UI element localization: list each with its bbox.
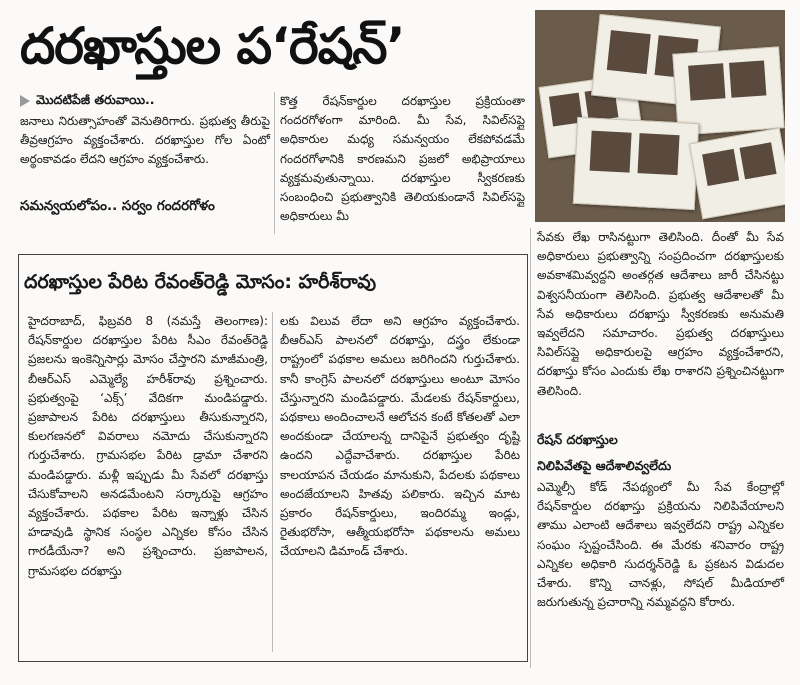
right-column-top-text: సేవకు లేఖ రాసినట్టుగా తెలిసింది. దీంతో మీ సేవ అధికారులు ప్రభుత్వాన్ని సంప్రదించగా దరఖాస్తులకు అవకాశమివ్వద్దని అంతర్గత ఆదేశాలు జారీ చేసినట్టు విశ్వసనీయంగా తెలిసింది. ప్రభుత్వ ఆదేశాలతో మీ సేవ అధికారులు దరఖాస్తు స్వీకరణకు అనుమతి ఇవ్వలేదని సమాచారం. ప్రభుత్వ దరఖాస్తులు సివిల్‌సప్లై అధికారులపై ఆగ్రహం వ్యక్తంచేశారని, దరఖాస్తు కోసం ఎందుకు లేఖ రాశారని ప్రశ్నించినట్టుగా తెలిసింది. xyxy=(537,230,784,398)
bullet-arrow-icon xyxy=(20,95,30,107)
right-subheading-line-2: నిలిపివేతపై ఆదేశాలివ్వలేదు xyxy=(537,458,672,473)
intro-column-2-text: కొత్త రేషన్‌కార్డుల దరఖాస్తుల ప్రక్రియంతా గందరగోళంగా మారింది. మీ సేవ, సివిల్‌సప్లై అధికారుల మధ్య సమన్వయం లేకపోవడమే గందరగోళానికి కారణమని ప్రజలో అభిప్రాయాలు వ్యక్తమవుతున్నాయి. దరఖాస్తుల స్వీకరణకు సంబంధించి ప్రభుత్వానికి తెలియకుండానే సివిల్‌సప్లై అధికారులు మీ xyxy=(280,94,525,224)
headline: దరఖాస్తుల ప‘రేషన్’ xyxy=(20,17,405,75)
right-column-top xyxy=(537,228,784,401)
kicker-text: మొదటిపేజీ తరువాయి.. xyxy=(36,92,155,107)
intro-column-2 xyxy=(280,92,525,226)
subheading: సమన్వయలోపం.. సర్వం గందరగోళం xyxy=(20,198,215,214)
sidebar-story-column-1-text: హైదరాబాద్, ఫిబ్రవరి 8 (నమస్తే తెలంగాణ): రేషన్‌కార్డుల దరఖాస్తుల పేరిట సీఎం రేవంత్‌రెడ్డి ప్రజలను ఇంకెన్నిసార్లు మోసం చేస్తారని మాజీమంత్రి, బీఆర్‌ఎస్ ఎమ్మెల్యే హరీశ్‌రావు ప్రశ్నించారు. ప్రభుత్వంపై ‘ఎక్స్’ వేదికగా మండిపడ్డారు. ప్రజాపాలన పేరిట దరఖాస్తులు తీసుకున్నారని, కులగణనలో వివరాలు నమోదు చేసుకున్నారని గుర్తుచేశారు. గ్రామసభల పేరిట డ్రామా చేశారని మండిపడ్డారు. మళ్లీ ఇప్పుడు మీ సేవలో దరఖాస్తు చేసుకోవాలని అనడమేంటని సర్కారుపై ఆగ్రహం వ్యక్తంచేశారు. పథకాల పేరిట ఇన్నాళ్లు చేసిన హడావుడి స్థానిక సంస్థల ఎన్నికల కోసం చేసిన గారడీయేనా? అని ప్రశ్నించారు. ప్రజాపాలన, గ్రామసభల దరఖాస్తు xyxy=(28,314,268,578)
intro-column-1 xyxy=(20,112,270,170)
right-column-divider xyxy=(530,228,531,668)
ration-cards-photo xyxy=(535,10,785,222)
sidebar-story-column-2-text: లకు విలువ లేదా అని ఆగ్రహం వ్యక్తంచేశారు. బీఆర్‌ఎస్ పాలనలో దరఖాస్తు, దస్త్రం లేకుండా రాష్ట్రంలో పథకాల అమలు జరిగిందని గుర్తుచేశారు. కానీ కాంగ్రెస్ పాలనలో దరఖాస్తులు అంటూ మోసం చేస్తున్నారని మండిపడ్డారు. మేడలకు రేషన్‌కార్డులు, పథకాలు అందించాలనే ఆలోచన కంటే కోతలతో ఎలా అందకుండా చేయాలన్న దానిపైనే ప్రభుత్వం దృష్టి ఉందని ఎద్దేవాచేశారు. దరఖాస్తుల పేరిట కాలయాపన చేయడం మానుకుని, పేదలకు పథకాలు అందజేయాలని హితవు పలికారు. ఇచ్చిన మాట ప్రకారం రేషన్‌కార్డులు, ఇందిరమ్మ ఇండ్లు, రైతుభరోసా, ఆత్మీయభరోసా పథకాలను అమలు చేయాలని డిమాండ్ చేశారు. xyxy=(280,314,520,559)
sidebar-story-column-1 xyxy=(28,312,268,581)
sidebar-story-column-2 xyxy=(280,312,520,562)
right-column-bottom xyxy=(537,478,784,612)
intro-column-1-text: జనాలు నిరుత్సాహంతో వెనుతిరిగారు. ప్రభుత్వ తీరుపై తీవ్రఆగ్రహం వ్యక్తంచేశారు. దరఖాస్తుల గోల ఏంటో అర్థంకావడం లేదని ఆగ్రహం వ్యక్తంచేశారు. xyxy=(20,114,270,167)
column-divider xyxy=(274,92,275,234)
sidebar-story-title: దరఖాస్తుల పేరిట రేవంత్‌రెడ్డి మోసం: హరీశ్‌రావు xyxy=(24,271,377,293)
right-column-bottom-text: ఎమ్మెల్సీ కోడ్ నేపథ్యంలో మీ సేవ కేంద్రాల్లో రేషన్‌కార్డుల దరఖాస్తు ప్రక్రియను నిలిపివేయాలని తాము ఎలాంటి ఆదేశాలు ఇవ్వలేదని రాష్ట్ర ఎన్నికల సంఘం స్పష్టంచేసింది. ఈ మేరకు శనివారం రాష్ట్ర ఎన్నికల అధికారి సుదర్శన్‌రెడ్డి ఓ ప్రకటన విడుదల చేశారు. కొన్ని చానళ్లు, సోషల్ మీడియాలో జరుగుతున్న ప్రచారాన్ని నమ్మవద్దని కోరారు. xyxy=(537,480,784,610)
kicker xyxy=(20,92,265,111)
sidebar-column-divider xyxy=(272,312,273,652)
right-subheading-line-1: రేషన్ దరఖాస్తుల xyxy=(537,432,618,447)
right-subheading xyxy=(537,427,784,479)
